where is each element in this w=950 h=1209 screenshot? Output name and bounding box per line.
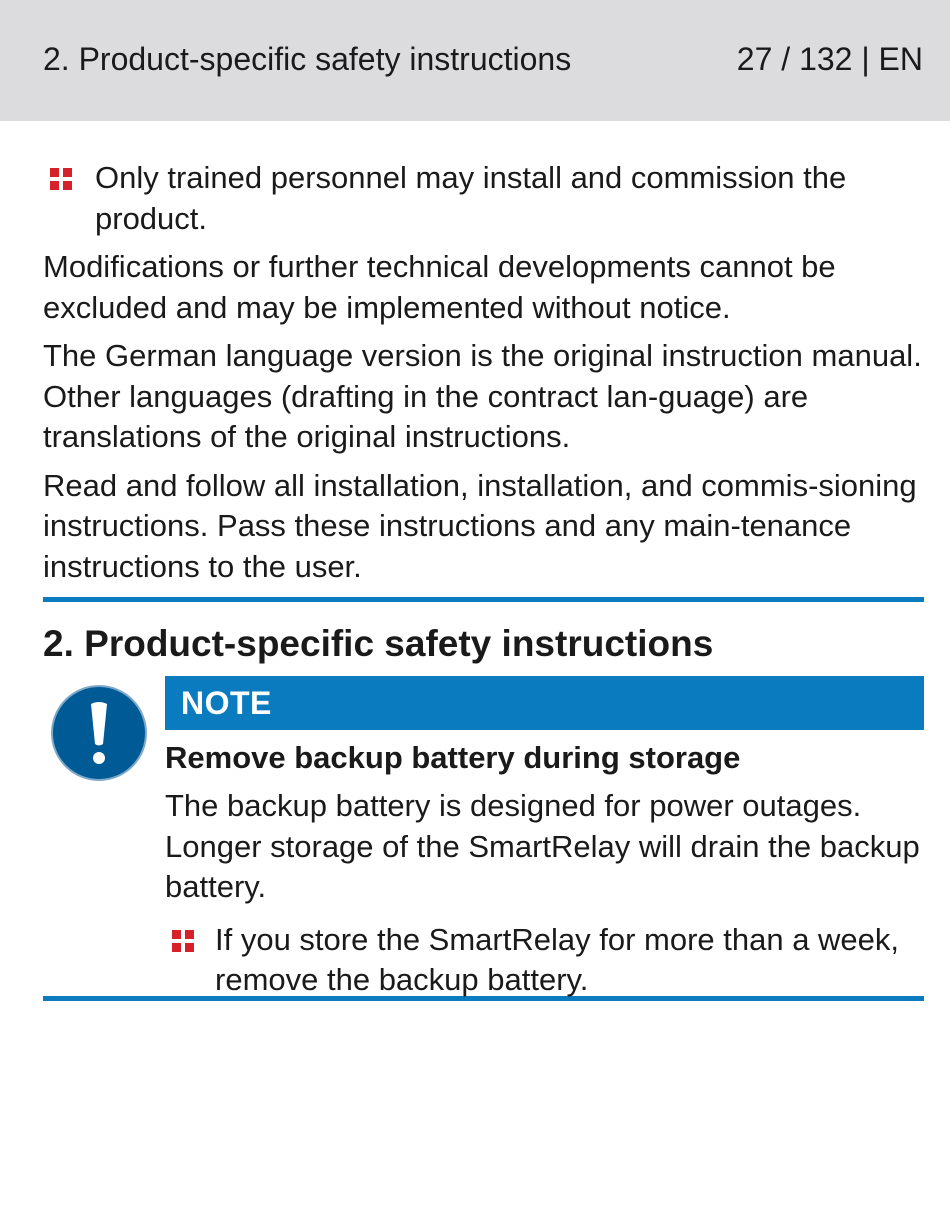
list-item (165, 920, 924, 1001)
note-box (43, 676, 924, 996)
note-text: The backup battery is designed for power outages. Longer storage of the SmartRelay will drain the backup battery. (165, 788, 920, 904)
note-header-bar (165, 676, 924, 730)
note-body (165, 738, 924, 1001)
page-header (0, 0, 950, 121)
paragraph: Modifications or further technical developments cannot be excluded and may be implemented without notice. (43, 249, 836, 325)
red-square-bullet-icon (172, 930, 194, 952)
bullet-text: Only trained personnel may install and commission the product. (95, 160, 847, 236)
note-label: NOTE (181, 685, 272, 721)
note-bullet-text: If you store the SmartRelay for more than a week, remove the backup battery. (215, 921, 900, 997)
paragraph: Read and follow all installation, installation, and commis-sioning instructions. Pass these instructions and any main-tenance instructions to the user. (43, 467, 917, 584)
header-title: 2. Product-specific safety instructions (43, 41, 572, 77)
note-title: Remove backup battery during storage (165, 740, 741, 775)
list-item (43, 158, 924, 239)
exclamation-circle-icon (50, 684, 148, 782)
page-content (43, 158, 924, 1001)
section-heading: 2. Product-specific safety instructions (43, 623, 714, 664)
page-number: 27 / 132 | EN (736, 41, 923, 77)
divider (43, 597, 924, 602)
paragraph: The German language version is the original instruction manual. Other languages (drafting in the contract lan-guage) are translations of the original instructions. (43, 338, 922, 454)
red-square-bullet-icon (50, 168, 72, 190)
